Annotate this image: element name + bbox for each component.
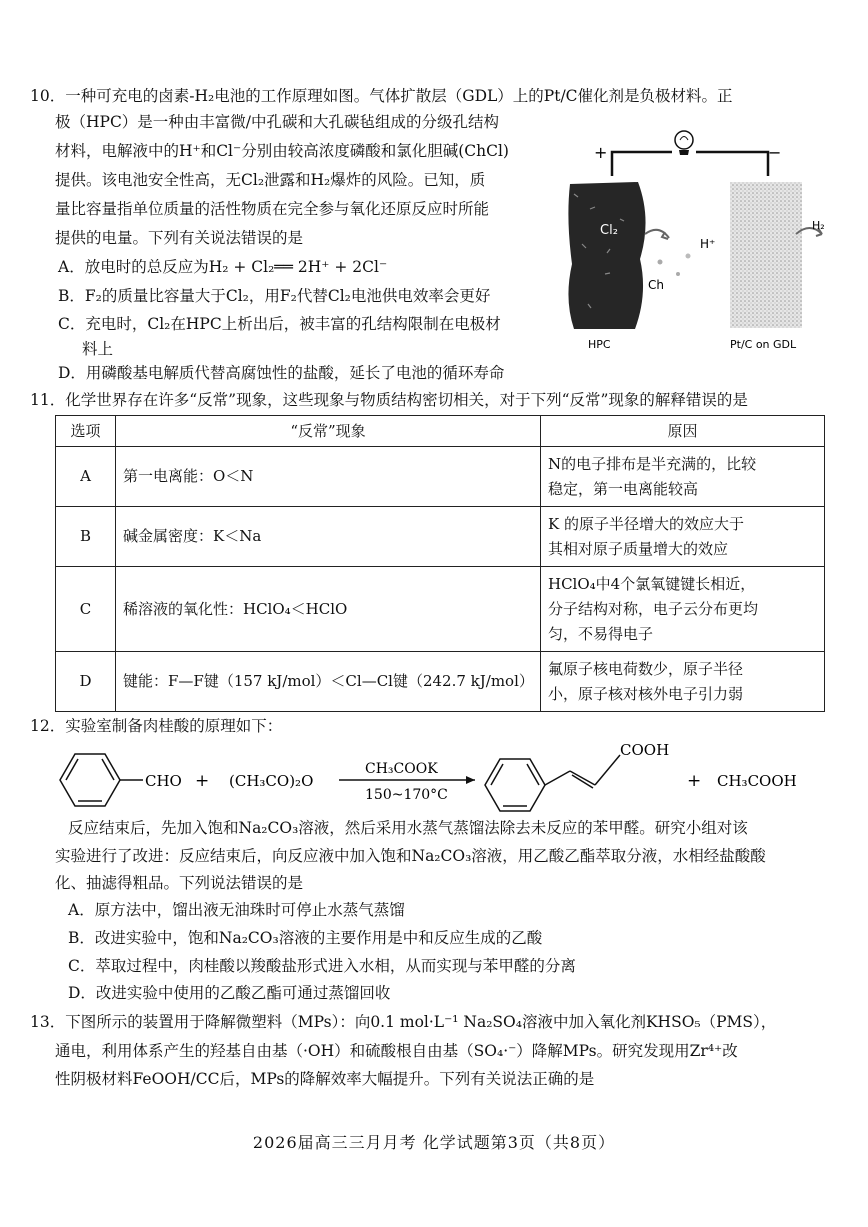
q10-line-3: 材料，电解液中的H⁺和Cl⁻分别由较高浓度磷酸和氯化胆碱(ChCl) (55, 142, 509, 160)
reaction-scheme (55, 735, 825, 815)
ptc-gdl-electrode (730, 182, 802, 328)
q12-option-d: D．改进实验中使用的乙酸乙酯可通过蒸馏回收 (68, 984, 391, 1002)
reagent-label: CH₃COOK (365, 761, 438, 777)
row-phenomenon: 键能：F—F键（157 kJ/mol）＜Cl—Cl键（242.7 kJ/mol） (116, 652, 541, 712)
reason-line: K 的原子半径增大的效应大于 (548, 514, 744, 533)
minus-terminal: − (768, 143, 782, 162)
row-reason (541, 447, 825, 507)
reason-line: 小，原子核对核外电子引力弱 (548, 684, 744, 703)
byproduct-label: CH₃COOH (717, 772, 797, 790)
cho-label: CHO (145, 772, 182, 790)
q13-line-1: 13．下图所示的装置用于降解微塑料（MPs）：向0.1 mol·L⁻¹ Na₂SO₄溶液中加入氧化剂KHSO₅（PMS）， (30, 1013, 777, 1031)
ptc-gdl-label: Pt/C on GDL (730, 338, 797, 351)
q10-line-2: 极（HPC）是一种由丰富微/中孔碳和大孔碳毡组成的分级孔结构 (55, 113, 500, 131)
hpc-electrode (568, 182, 645, 329)
q10-option-c: C．充电时，Cl₂在HPC上析出后，被丰富的孔结构限制在电极材 (58, 315, 501, 333)
q11-stem: 11．化学世界存在许多“反常”现象，这些现象与物质结构密切相关，对于下列“反常”现象的解释错误的是 (30, 391, 748, 409)
q12-option-c: C．萃取过程中，肉桂酸以羧酸盐形式进入水相，从而实现与苯甲醛的分离 (68, 957, 576, 975)
page-footer: 2026届高三三月月考 化学试题第3页（共8页） (252, 1133, 616, 1152)
condition-label: 150~170°C (365, 787, 448, 803)
q13-line-3: 性阴极材料FeOOH/CC后，MPs的降解效率大幅提升。下列有关说法正确的是 (55, 1070, 595, 1088)
reason-line: 匀，不易得电子 (548, 624, 654, 643)
q12-stem: 12．实验室制备肉桂酸的原理如下： (30, 717, 283, 735)
q13-line-2: 通电，利用体系产生的羟基自由基（·OH）和硫酸根自由基（SO₄·⁻）降解MPs。研究发现用Zr⁴⁺改 (55, 1042, 738, 1060)
q12-line-3: 化、抽滤得粗品。下列说法错误的是 (55, 874, 304, 892)
hplus-label: H⁺ (700, 237, 716, 251)
row-option: D (56, 652, 116, 712)
reason-line: 分子结构对称，电子云分布更均 (548, 599, 759, 618)
bulb-icon (675, 131, 693, 155)
cinnamic-acid-structure-icon (485, 755, 620, 811)
q10-option-b: B．F₂的质量比容量大于Cl₂，用F₂代替Cl₂电池供电效率会更好 (58, 287, 491, 305)
q11-header-option: 选项 (56, 416, 116, 447)
plus-sign-2: + (687, 771, 702, 791)
row-option: C (56, 567, 116, 652)
hpc-label: HPC (588, 338, 611, 351)
row-phenomenon: 第一电离能：O＜N (116, 447, 541, 507)
row-reason (541, 507, 825, 567)
cooh-label: COOH (620, 741, 670, 759)
table-row (56, 567, 825, 652)
table-row (56, 507, 825, 567)
row-reason (541, 567, 825, 652)
plus-terminal: + (594, 143, 608, 162)
q10-line-5: 量比容量指单位质量的活性物质在完全参与氧化还原反应时所能 (55, 200, 490, 218)
table-row (56, 447, 825, 507)
row-reason (541, 652, 825, 712)
reason-line: 其相对原子质量增大的效应 (548, 539, 729, 558)
q10-line-6: 提供的电量。下列有关说法错误的是 (55, 229, 304, 247)
external-wire (612, 152, 768, 176)
q11-header-row (56, 416, 825, 447)
q10-line-4: 提供。该电池安全性高，无Cl₂泄露和H₂爆炸的风险。已知，质 (55, 171, 486, 189)
anhydride-label: (CH₃CO)₂O (229, 772, 314, 790)
q10-option-d: D．用磷酸基电解质代替高腐蚀性的盐酸，延长了电池的循环寿命 (58, 364, 505, 382)
q10-option-c-cont: 料上 (82, 340, 114, 358)
curved-arrow-left (645, 230, 669, 238)
q12-line-1: 反应结束后，先加入饱和Na₂CO₃溶液，然后采用水蒸气蒸馏法除去未反应的苯甲醛。研究小组对该 (68, 819, 748, 837)
battery-diagram (560, 124, 835, 356)
q10-line-1: 10．一种可充电的卤素-H₂电池的工作原理如图。气体扩散层（GDL）上的Pt/C催化剂是负极材料。正 (30, 87, 733, 105)
row-phenomenon: 稀溶液的氧化性：HClO₄＜HClO (116, 567, 541, 652)
cl2-label: Cl₂ (600, 223, 618, 238)
q10-option-a: A．放电时的总反应为H₂ + Cl₂══ 2H⁺ + 2Cl⁻ (58, 258, 388, 276)
q11-header-phenomenon: “反常”现象 (116, 416, 541, 447)
row-option: A (56, 447, 116, 507)
q12-option-b: B．改进实验中，饱和Na₂CO₃溶液的主要作用是中和反应生成的乙酸 (68, 929, 543, 947)
plus-sign: + (195, 771, 210, 791)
q11-table (55, 415, 825, 712)
row-phenomenon: 碱金属密度：K＜Na (116, 507, 541, 567)
q12-line-2: 实验进行了改进：反应结束后，向反应液中加入饱和Na₂CO₃溶液，用乙酸乙酯萃取分液，水相经盐酸酸 (55, 847, 766, 865)
table-row (56, 652, 825, 712)
reason-line: HClO₄中4个氯氧键键长相近， (548, 574, 756, 593)
reason-line: N的电子排布是半充满的，比较 (548, 454, 757, 473)
q12-option-a: A．原方法中，馏出液无油珠时可停止水蒸气蒸馏 (68, 901, 405, 919)
h2-label: H₂ (812, 219, 825, 232)
q11-header-reason: 原因 (541, 416, 825, 447)
reason-line: 稳定，第一电离能较高 (548, 479, 699, 498)
benzaldehyde-ring-icon (60, 754, 143, 806)
row-option: B (56, 507, 116, 567)
chcl-label: Ch (648, 278, 664, 292)
reason-line: 氟原子核电荷数少，原子半径 (548, 659, 744, 678)
